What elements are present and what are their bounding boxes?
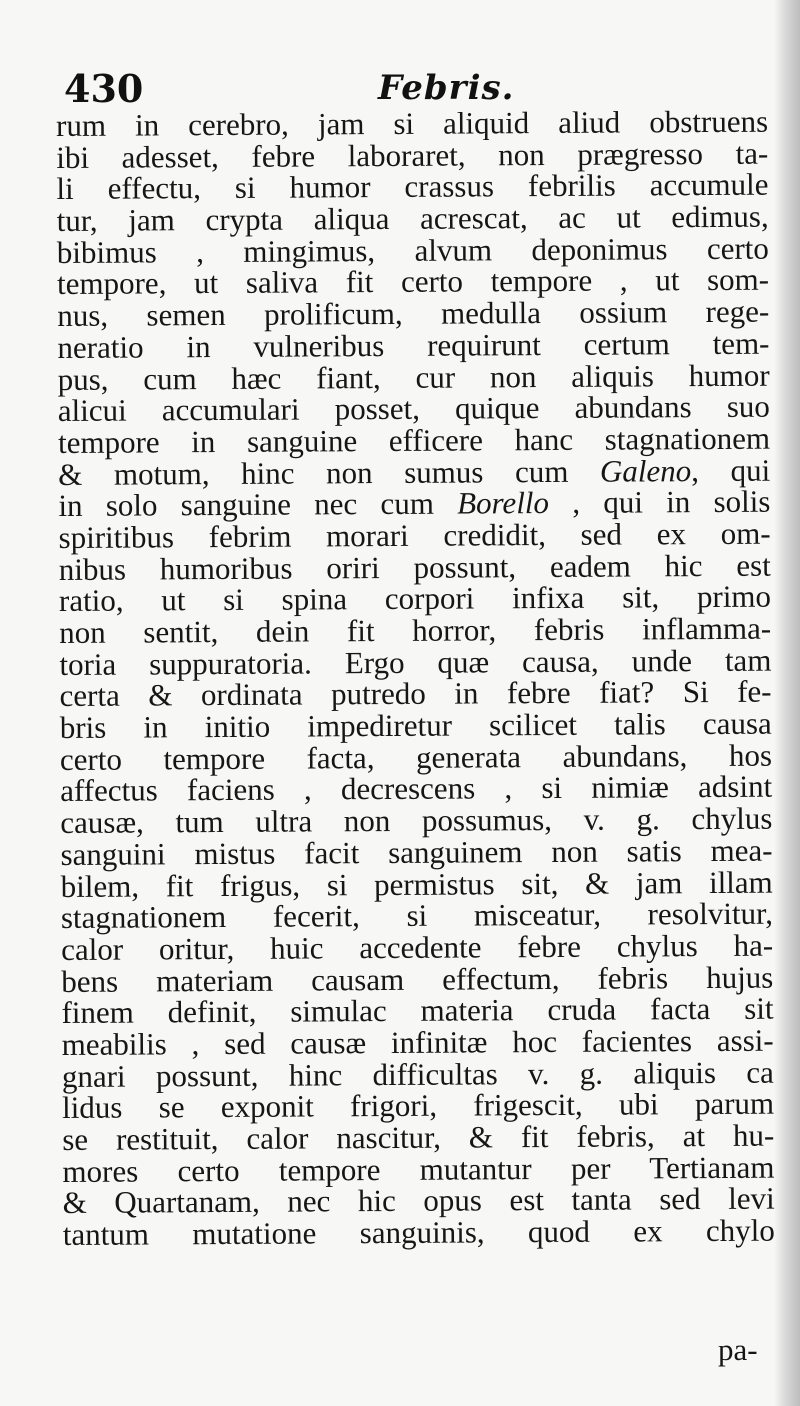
text-line: bibimus , mingimus, alvum deponimus certo bbox=[56, 230, 769, 270]
text-line: affectus faciens , decrescens , si nimiæ adsint bbox=[60, 769, 773, 809]
text-line: pus, cum hæc fiant, cur non aliquis humor bbox=[57, 357, 770, 397]
text-line: rum in cerebro, jam si aliquid aliud obstruens bbox=[55, 103, 769, 143]
text-line: non sentit, dein fit horror, febris inflamma- bbox=[59, 610, 772, 650]
text-segment: & motum, hinc non sumus cum bbox=[58, 453, 601, 492]
text-line: tantum mutatione sanguinis, quod ex chylo bbox=[62, 1212, 775, 1253]
italic-name: Borello bbox=[457, 485, 550, 521]
page-edge-shadow bbox=[774, 0, 800, 1406]
text-line: certa & ordinata putredo in febre fiat? Si fe- bbox=[59, 674, 772, 714]
text-line: calor oritur, huic accedente febre chylus ha- bbox=[61, 927, 774, 967]
text-line: certo tempore facta, generata abundans, hos bbox=[59, 737, 773, 777]
body-text bbox=[55, 103, 775, 1253]
text-line: sanguini mistus facit sanguinem non satis mea- bbox=[60, 832, 773, 872]
text-line: causæ, tum ultra non possumus, v. g. chylus bbox=[60, 800, 773, 841]
text-line: bris in initio impediretur scilicet talis causa bbox=[59, 705, 772, 746]
text-segment: , qui in solis bbox=[548, 483, 771, 521]
text-line: finem definit, simulac materia cruda facta sit bbox=[61, 990, 774, 1031]
text-line: ratio, ut si spina corpori infixa sit, primo bbox=[58, 578, 772, 619]
text-line: neratio in vulneribus requirunt certum tem- bbox=[57, 325, 770, 365]
text-line: tur, jam crypta aliqua acrescat, ac ut edimus, bbox=[56, 198, 769, 239]
text-line: toria suppuratoria. Ergo quæ causa, unde tam bbox=[59, 642, 772, 682]
text-line: tempore, ut saliva fit certo tempore , ut som- bbox=[56, 262, 770, 302]
text-segment: in solo sanguine nec cum bbox=[58, 485, 458, 524]
text-line: mores certo tempore mutantur per Tertianam bbox=[62, 1149, 775, 1189]
text-line: nibus humoribus oriri possunt, eadem hic est bbox=[58, 547, 771, 587]
page-number: 430 bbox=[64, 66, 144, 111]
text-line: spiritibus febrim morari credidit, sed ex om- bbox=[58, 515, 771, 555]
text-line: bilem, fit frigus, si permistus sit, & jam illam bbox=[60, 864, 773, 904]
text-line: tempore in sanguine efficere hanc stagnationem bbox=[57, 420, 771, 460]
text-line: gnari possunt, hinc difficultas v. g. aliquis ca bbox=[61, 1054, 774, 1094]
italic-name: Galeno bbox=[599, 452, 692, 489]
running-head: Febris. bbox=[378, 68, 515, 108]
text-line: meabilis , sed causæ infinitæ hoc facientes assi- bbox=[61, 1022, 774, 1062]
text-line: & Quartanam, nec hic opus est tanta sed levi bbox=[62, 1181, 775, 1221]
text-line: li effectu, si humor crassus febrilis accumule bbox=[56, 167, 769, 207]
text-line: alicui accumulari posset, quique abundans suo bbox=[57, 388, 770, 429]
text-line: ibi adesset, febre laboraret, non prægresso ta- bbox=[56, 135, 769, 175]
text-line: bens materiam causam effectum, febris hujus bbox=[61, 959, 774, 999]
text-line: nus, semen prolificum, medulla ossium rege- bbox=[57, 293, 770, 334]
catchword: pa- bbox=[718, 1332, 758, 1367]
text-segment: , qui bbox=[691, 452, 771, 488]
text-line: lidus se exponit frigori, frigescit, ubi parum bbox=[61, 1085, 775, 1126]
text-line: se restituit, calor nascitur, & fit febris, at hu- bbox=[62, 1117, 775, 1157]
text-line: stagnationem fecerit, si misceatur, resolvitur, bbox=[60, 895, 774, 936]
